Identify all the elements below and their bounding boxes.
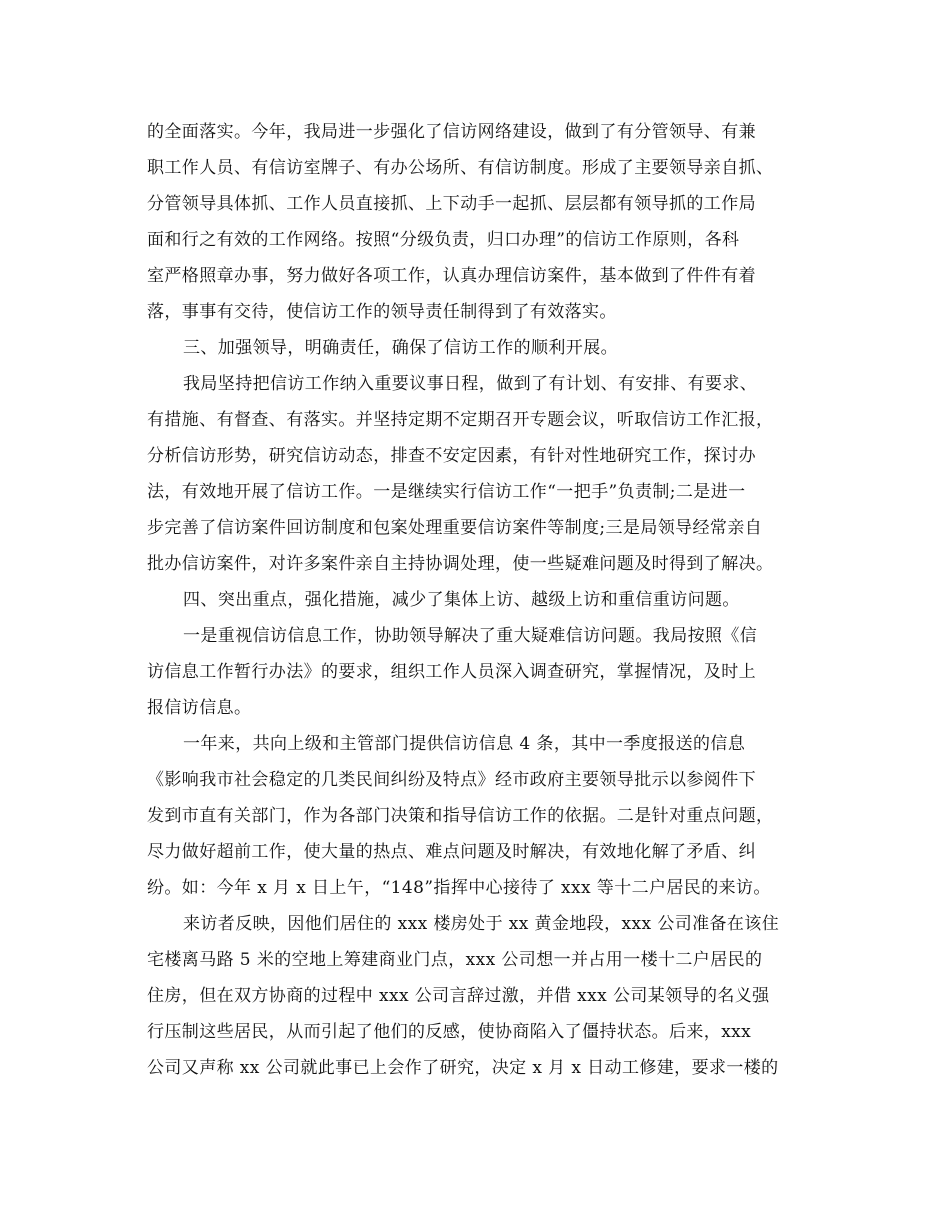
section-heading: 四、突出重点，强化措施，减少了集体上访、越级上访和重信重访问题。 [183, 590, 740, 610]
text-line: 公司又声称 xx 公司就此事已上会作了研究，决定 x 月 x 日动工修建，要求一楼的 [147, 1058, 779, 1078]
text-line: 落，事事有交待，使信访工作的领导责任制得到了有效落实。 [147, 302, 617, 322]
text-line: 访信息工作暂行办法》的要求，组织工作人员深入调查研究，掌握情况，及时上 [147, 662, 756, 682]
text-line: 有措施、有督查、有落实。并坚持定期不定期召开专题会议，听取信访工作汇报， [147, 410, 774, 430]
text-line: 职工作人员、有信访室牌子、有办公场所、有信访制度。形成了主要领导亲自抓、 [147, 158, 774, 178]
section-heading: 三、加强领导，明确责任，确保了信访工作的顺利开展。 [183, 338, 618, 358]
text-line: 分管领导具体抓、工作人员直接抓、上下动手一起抓、层层都有领导抓的工作局 [147, 194, 756, 214]
text-line: 尽力做好超前工作，使大量的热点、难点问题及时解决，有效地化解了矛盾、纠 [147, 842, 756, 862]
text-line: 报信访信息。 [147, 698, 252, 718]
text-line: 来访者反映，因他们居住的 xxx 楼房处于 xx 黄金地段，xxx 公司准备在该住 [183, 914, 780, 934]
text-line: 纷。如：今年 x 月 x 日上午，“148”指挥中心接待了 xxx 等十二户居民的来访。 [147, 878, 771, 898]
text-line: 法，有效地开展了信访工作。一是继续实行信访工作“一把手”负责制;二是进一 [147, 482, 746, 502]
text-line: 步完善了信访案件回访制度和包案处理重要信访案件等制度;三是局领导经常亲自 [147, 518, 763, 538]
text-line: 我局坚持把信访工作纳入重要议事日程，做到了有计划、有安排、有要求、 [183, 374, 758, 394]
text-line: 《影响我市社会稳定的几类民间纠纷及特点》经市政府主要领导批示以参阅件下 [147, 770, 756, 790]
text-line: 室严格照章办事，努力做好各项工作，认真办理信访案件，基本做到了件件有着 [147, 266, 756, 286]
text-line: 行压制这些居民，从而引起了他们的反感，使协商陷入了僵持状态。后来，xxx [147, 1022, 752, 1042]
text-line: 宅楼离马路 5 米的空地上筹建商业门点，xxx 公司想一并占用一楼十二户居民的 [147, 950, 763, 970]
text-line: 发到市直有关部门，作为各部门决策和指导信访工作的依据。二是针对重点问题， [147, 806, 774, 826]
text-line: 批办信访案件，对许多案件亲自主持协调处理，使一些疑难问题及时得到了解决。 [147, 554, 774, 574]
text-line: 一是重视信访信息工作，协助领导解决了重大疑难信访问题。我局按照《信 [183, 626, 758, 646]
text-line: 一年来，共向上级和主管部门提供信访信息 4 条，其中一季度报送的信息 [183, 734, 746, 754]
text-line: 面和行之有效的工作网络。按照“分级负责，归口办理”的信访工作原则，各科 [147, 230, 740, 250]
text-line: 住房，但在双方协商的过程中 xxx 公司言辞过激，并借 xxx 公司某领导的名义强 [147, 986, 770, 1006]
text-line: 的全面落实。今年，我局进一步强化了信访网络建设，做到了有分管领导、有兼 [147, 122, 756, 142]
text-line: 分析信访形势，研究信访动态，排查不安定因素，有针对性地研究工作，探讨办 [147, 446, 756, 466]
